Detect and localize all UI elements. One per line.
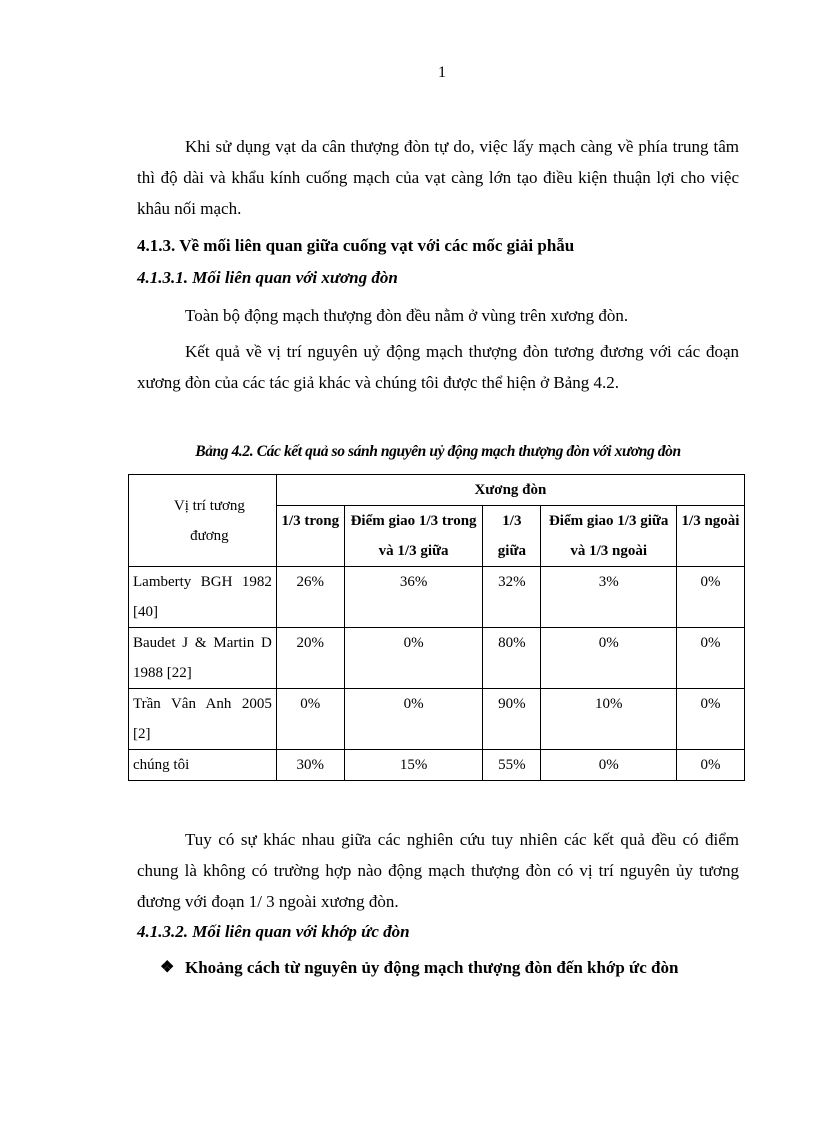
table-row [129, 689, 745, 750]
paragraph-3: Kết quả về vị trí nguyên uỷ động mạch thượng đòn tương đương với các đoạn xương đòn của các tác giả khác và chúng tôi được thể hiện ở Bảng 4.2. [137, 342, 739, 392]
column-header: Điểm giao 1/3 giữa và 1/3 ngoài [541, 506, 677, 567]
subsection-heading-4-1-3-1: 4.1.3.1. Mối liên quan với xương đòn [137, 268, 398, 287]
column-header: 1/3 ngoài [677, 506, 745, 567]
table-cell: 55% [483, 750, 541, 781]
table-cell: 0% [677, 567, 745, 628]
column-header: 1/3 giữa [483, 506, 541, 567]
bullet-text: Khoảng cách từ nguyên ủy động mạch thượng đòn đến khớp ức đòn [185, 958, 679, 977]
column-header: Điểm giao 1/3 trong và 1/3 giữa [344, 506, 483, 567]
paragraph-4: Tuy có sự khác nhau giữa các nghiên cứu tuy nhiên các kết quả đều có điểm chung là không có trường hợp nào động mạch thượng đòn có vị trí nguyên ủy tương đương với đoạn 1/ 3 ngoài xương đòn. [137, 830, 739, 911]
bullet-item [160, 952, 739, 983]
table-cell: 0% [276, 689, 344, 750]
table-row [129, 750, 745, 781]
page-number: 1 [438, 64, 446, 81]
row-label: chúng tôi [129, 750, 277, 781]
row-label: Trần Vân Anh 2005 [2] [129, 689, 277, 750]
table-cell: 80% [483, 628, 541, 689]
table-cell: 32% [483, 567, 541, 628]
diamond-bullet-icon: ❖ [160, 959, 175, 976]
table-cell: 26% [276, 567, 344, 628]
table-header-row [129, 475, 745, 506]
table-cell: 90% [483, 689, 541, 750]
table-cell: 0% [677, 689, 745, 750]
table-cell: 36% [344, 567, 483, 628]
table-cell: 0% [677, 750, 745, 781]
table-cell: 3% [541, 567, 677, 628]
table-cell: 0% [541, 750, 677, 781]
comparison-table [128, 474, 745, 781]
group-header: Xương đòn [276, 475, 744, 506]
column-header: 1/3 trong [276, 506, 344, 567]
stub-header: Vị trí tương đương [129, 475, 277, 567]
table-cell: 30% [276, 750, 344, 781]
subsection-heading-4-1-3-2: 4.1.3.2. Mối liên quan với khớp ức đòn [137, 922, 410, 941]
table-row [129, 628, 745, 689]
table-cell: 0% [344, 689, 483, 750]
table-cell: 10% [541, 689, 677, 750]
table-row [129, 567, 745, 628]
table-caption: Bảng 4.2. Các kết quả so sánh nguyên uỷ động mạch thượng đòn với xương đòn [195, 443, 681, 460]
table-cell: 15% [344, 750, 483, 781]
section-heading-4-1-3: 4.1.3. Về mối liên quan giữa cuống vạt với các mốc giải phẫu [137, 236, 575, 255]
table-cell: 0% [677, 628, 745, 689]
table-cell: 0% [344, 628, 483, 689]
row-label: Lamberty BGH 1982 [40] [129, 567, 277, 628]
table-cell: 0% [541, 628, 677, 689]
row-label: Baudet J & Martin D 1988 [22] [129, 628, 277, 689]
paragraph-2: Toàn bộ động mạch thượng đòn đều nằm ở vùng trên xương đòn. [185, 306, 629, 325]
table-cell: 20% [276, 628, 344, 689]
paragraph-1: Khi sử dụng vạt da cân thượng đòn tự do, việc lấy mạch càng về phía trung tâm thì độ dài và khẩu kính cuống mạch của vạt càng lớn tạo điều kiện thuận lợi cho việc khâu nối mạch. [137, 137, 739, 218]
